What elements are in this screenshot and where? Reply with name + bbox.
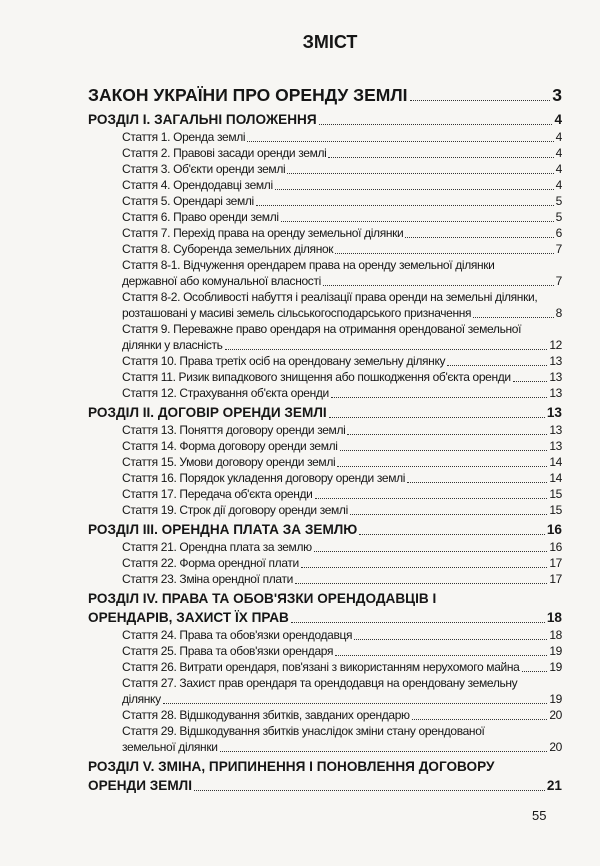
toc-entry-article xyxy=(88,193,562,209)
toc-entry-article xyxy=(88,369,562,385)
dot-leader xyxy=(194,790,545,791)
toc-entry-line xyxy=(122,369,562,385)
toc-entry-line xyxy=(88,84,562,106)
toc-entry-line xyxy=(122,273,562,289)
toc-entry-title: державної або комунальної власності xyxy=(122,274,321,288)
toc-entry-page: 4 xyxy=(555,178,562,192)
toc-entry-title: РОЗДІЛ I. ЗАГАЛЬНІ ПОЛОЖЕННЯ xyxy=(88,112,317,127)
toc-entry-title: Стаття 13. Поняття договору оренди землі xyxy=(122,423,346,437)
toc-entry-article xyxy=(88,723,562,755)
toc-entry-article xyxy=(88,129,562,145)
toc-entry-article xyxy=(88,707,562,723)
toc-entry-title: Стаття 19. Строк дії договору оренди землі xyxy=(122,503,348,517)
toc-entry-article xyxy=(88,486,562,502)
toc-entry-line xyxy=(122,353,562,369)
toc-entry-article xyxy=(88,571,562,587)
toc-entry-article xyxy=(88,241,562,257)
toc-entry-article xyxy=(88,177,562,193)
toc-entry-article xyxy=(88,257,562,289)
toc-entry-title: Стаття 9. Переважне право орендаря на отримання орендованої земельної xyxy=(122,322,522,336)
toc-entry-line xyxy=(122,321,562,337)
toc-entry-line xyxy=(122,643,562,659)
toc-entry-page: 13 xyxy=(549,386,562,400)
toc-entry-title: Стаття 15. Умови договору оренди землі xyxy=(122,455,336,469)
toc-entry-title: Стаття 8. Суборенда земельних ділянок xyxy=(122,242,334,256)
toc-entry-article xyxy=(88,454,562,470)
toc-entry-article xyxy=(88,385,562,401)
dot-leader xyxy=(220,751,548,752)
toc-entry-title: ОРЕНДАРІВ, ЗАХИСТ ЇХ ПРАВ xyxy=(88,610,289,625)
toc-entry-title: Стаття 10. Права третіх осіб на орендовану земельну ділянку xyxy=(122,354,446,368)
toc-entry-title: Стаття 26. Витрати орендаря, пов'язані з використанням нерухомого майна xyxy=(122,660,520,674)
toc-entry-title: Стаття 24. Права та обов'язки орендодавця xyxy=(122,628,353,642)
toc-entry-page: 12 xyxy=(549,338,562,352)
toc-entry-line xyxy=(122,438,562,454)
toc-entry-page: 17 xyxy=(549,556,562,570)
toc-entry-page: 14 xyxy=(549,471,562,485)
toc-entry-line xyxy=(122,454,562,470)
toc-entry-line xyxy=(122,555,562,571)
toc-entry-line xyxy=(122,289,562,305)
toc-entry-title: Стаття 4. Орендодавці землі xyxy=(122,178,273,192)
toc-entry-line xyxy=(122,659,562,675)
toc-entry-line xyxy=(122,691,562,707)
toc-entry-page: 16 xyxy=(549,540,562,554)
toc-entry-line xyxy=(122,145,562,161)
toc-entry-page: 13 xyxy=(549,423,562,437)
dot-leader xyxy=(412,719,548,720)
dot-leader xyxy=(247,141,553,142)
toc-entry-line xyxy=(122,539,562,555)
toc-entry-title: ОРЕНДИ ЗЕМЛІ xyxy=(88,778,192,793)
toc-entry-line xyxy=(122,129,562,145)
page-number: 55 xyxy=(532,808,547,823)
toc-entry-line xyxy=(88,403,562,422)
toc-entry-page: 18 xyxy=(549,628,562,642)
toc-entry-article xyxy=(88,422,562,438)
toc-entry-title: РОЗДІЛ III. ОРЕНДНА ПЛАТА ЗА ЗЕМЛЮ xyxy=(88,522,358,537)
toc-entry-article xyxy=(88,502,562,518)
toc-entry-line xyxy=(122,161,562,177)
toc-entry-page: 15 xyxy=(549,487,562,501)
dot-leader xyxy=(350,514,547,515)
toc-entry-page: 20 xyxy=(549,708,562,722)
toc-entry-page: 13 xyxy=(549,370,562,384)
toc-entry-title: Стаття 23. Зміна орендної плати xyxy=(122,572,293,586)
toc-entry-line xyxy=(122,257,562,273)
dot-leader xyxy=(225,349,548,350)
toc-entry-title: Стаття 25. Права та обов'язки орендаря xyxy=(122,644,334,658)
toc-entry-page: 17 xyxy=(549,572,562,586)
toc-entry-line xyxy=(122,209,562,225)
toc-entry-page: 3 xyxy=(552,85,562,105)
toc-entry-section xyxy=(88,757,562,795)
dot-leader xyxy=(163,703,548,704)
toc-entry-article xyxy=(88,627,562,643)
toc-entry-title: земельної ділянки xyxy=(122,740,218,754)
dot-leader xyxy=(513,381,548,382)
toc-entry-article xyxy=(88,539,562,555)
dot-leader xyxy=(354,639,547,640)
toc-entry-line xyxy=(122,193,562,209)
toc-entry-title: Стаття 16. Порядок укладення договору оренди землі xyxy=(122,471,406,485)
dot-leader xyxy=(281,221,554,222)
dot-leader xyxy=(335,253,553,254)
toc-entry-article xyxy=(88,659,562,675)
toc-entry-article xyxy=(88,470,562,486)
toc-entry-title: Стаття 27. Захист прав орендаря та орендодавця на орендовану земельну xyxy=(122,676,518,690)
toc-entry-page: 14 xyxy=(549,455,562,469)
toc-entry-article xyxy=(88,321,562,353)
toc-entry-line xyxy=(88,776,562,795)
toc-entry-line xyxy=(88,520,562,539)
toc-entry-line xyxy=(122,571,562,587)
toc-entry-page: 13 xyxy=(549,439,562,453)
toc-entry-line xyxy=(122,225,562,241)
toc-entry-title: ЗАКОН УКРАЇНИ ПРО ОРЕНДУ ЗЕМЛІ xyxy=(88,85,408,105)
toc-entry-line xyxy=(122,385,562,401)
toc-entry-title: розташовані у масиві земель сільськогосподарського призначення xyxy=(122,306,472,320)
toc-entry-line xyxy=(122,177,562,193)
toc-entry-page: 20 xyxy=(549,740,562,754)
toc-entry-title: Стаття 7. Перехід права на оренду земельної ділянки xyxy=(122,226,404,240)
toc-entry-title: Стаття 8-2. Особливості набуття і реалізації права оренди на земельні ділянки, xyxy=(122,290,538,304)
toc-entry-article xyxy=(88,555,562,571)
dot-leader xyxy=(287,173,553,174)
toc-entry-article xyxy=(88,353,562,369)
toc-entry-title: Стаття 2. Правові засади оренди землі xyxy=(122,146,327,160)
dot-leader xyxy=(447,365,547,366)
toc-entry-line xyxy=(88,608,562,627)
toc-entry-line xyxy=(122,305,562,321)
dot-leader xyxy=(522,671,548,672)
toc-entry-page: 19 xyxy=(549,644,562,658)
dot-leader xyxy=(275,189,554,190)
dot-leader xyxy=(314,551,548,552)
toc-entry-title: Стаття 22. Форма орендної плати xyxy=(122,556,299,570)
toc-entry-page: 5 xyxy=(555,194,562,208)
toc-entry-page: 4 xyxy=(555,162,562,176)
toc-entry-line xyxy=(122,723,562,739)
toc-entry-page: 4 xyxy=(555,146,562,160)
dot-leader xyxy=(410,100,551,101)
dot-leader xyxy=(335,655,547,656)
toc-entry-line xyxy=(122,739,562,755)
dot-leader xyxy=(315,498,548,499)
toc-entry-line xyxy=(122,422,562,438)
toc-entry-title: Стаття 5. Орендарі землі xyxy=(122,194,254,208)
table-of-contents xyxy=(88,84,562,795)
toc-entry-title: Стаття 11. Ризик випадкового знищення або пошкодження об'єкта оренди xyxy=(122,370,511,384)
toc-entry-title: Стаття 14. Форма договору оренди землі xyxy=(122,439,338,453)
dot-leader xyxy=(301,567,547,568)
toc-entry-line xyxy=(122,707,562,723)
toc-entry-article xyxy=(88,225,562,241)
dot-leader xyxy=(473,317,553,318)
dot-leader xyxy=(359,534,545,535)
toc-entry-title: Стаття 1. Оренда землі xyxy=(122,130,246,144)
toc-entry-article xyxy=(88,438,562,454)
toc-entry-line xyxy=(122,627,562,643)
toc-entry-page: 7 xyxy=(555,274,562,288)
dot-leader xyxy=(323,285,554,286)
toc-entry-article xyxy=(88,675,562,707)
toc-entry-article xyxy=(88,145,562,161)
toc-entry-page: 18 xyxy=(546,610,562,625)
toc-entry-line xyxy=(122,470,562,486)
toc-entry-page: 19 xyxy=(549,692,562,706)
toc-entry-article xyxy=(88,161,562,177)
toc-entry-title: Стаття 12. Страхування об'єкта оренди xyxy=(122,386,329,400)
dot-leader xyxy=(256,205,554,206)
toc-entry-page: 8 xyxy=(555,306,562,320)
toc-entry-line xyxy=(122,486,562,502)
dot-leader xyxy=(329,417,545,418)
toc-entry-title: Стаття 3. Об'єкти оренди землі xyxy=(122,162,286,176)
toc-entry-line xyxy=(88,757,562,776)
toc-entry-page: 15 xyxy=(549,503,562,517)
toc-entry-article xyxy=(88,289,562,321)
toc-entry-title: Стаття 6. Право оренди землі xyxy=(122,210,279,224)
toc-entry-section xyxy=(88,403,562,422)
toc-entry-page: 21 xyxy=(546,778,562,793)
toc-entry-title: Стаття 17. Передача об'єкта оренди xyxy=(122,487,313,501)
dot-leader xyxy=(405,237,553,238)
toc-entry-line xyxy=(122,502,562,518)
toc-entry-page: 13 xyxy=(546,405,562,420)
toc-entry-title: ділянку xyxy=(122,692,161,706)
toc-entry-line xyxy=(122,241,562,257)
toc-entry-title: РОЗДІЛ II. ДОГОВІР ОРЕНДИ ЗЕМЛІ xyxy=(88,405,327,420)
toc-entry-line xyxy=(88,589,562,608)
toc-entry-title: Стаття 21. Орендна плата за землю xyxy=(122,540,312,554)
dot-leader xyxy=(291,622,545,623)
toc-entry-section xyxy=(88,589,562,627)
dot-leader xyxy=(319,124,553,125)
dot-leader xyxy=(337,466,547,467)
dot-leader xyxy=(340,450,548,451)
toc-entry-page: 4 xyxy=(554,112,562,127)
dot-leader xyxy=(295,583,547,584)
toc-entry-page: 7 xyxy=(555,242,562,256)
toc-title: ЗМІСТ xyxy=(302,32,358,52)
toc-entry-page: 19 xyxy=(549,660,562,674)
toc-entry-title: Стаття 28. Відшкодування збитків, завданих орендарю xyxy=(122,708,410,722)
toc-entry-section xyxy=(88,520,562,539)
toc-entry-law xyxy=(88,84,562,106)
toc-entry-page: 6 xyxy=(555,226,562,240)
toc-entry-title: Стаття 29. Відшкодування збитків унаслідок зміни стану орендованої xyxy=(122,724,485,738)
toc-entry-title: ділянки у власність xyxy=(122,338,223,352)
dot-leader xyxy=(347,434,547,435)
toc-entry-page: 16 xyxy=(546,522,562,537)
toc-entry-title: Стаття 8-1. Відчуження орендарем права на оренду земельної ділянки xyxy=(122,258,495,272)
toc-entry-title: РОЗДІЛ IV. ПРАВА ТА ОБОВ'ЯЗКИ ОРЕНДОДАВЦІВ І xyxy=(88,591,437,606)
dot-leader xyxy=(331,397,547,398)
toc-entry-page: 13 xyxy=(549,354,562,368)
toc-entry-article xyxy=(88,209,562,225)
dot-leader xyxy=(328,157,553,158)
toc-entry-line xyxy=(122,337,562,353)
toc-entry-page: 4 xyxy=(555,130,562,144)
toc-entry-page: 5 xyxy=(555,210,562,224)
toc-entry-line xyxy=(122,675,562,691)
toc-entry-article xyxy=(88,643,562,659)
toc-entry-title: РОЗДІЛ V. ЗМІНА, ПРИПИНЕННЯ І ПОНОВЛЕННЯ ДОГОВОРУ xyxy=(88,759,495,774)
toc-entry-line xyxy=(88,110,562,129)
toc-entry-section xyxy=(88,110,562,129)
dot-leader xyxy=(407,482,547,483)
